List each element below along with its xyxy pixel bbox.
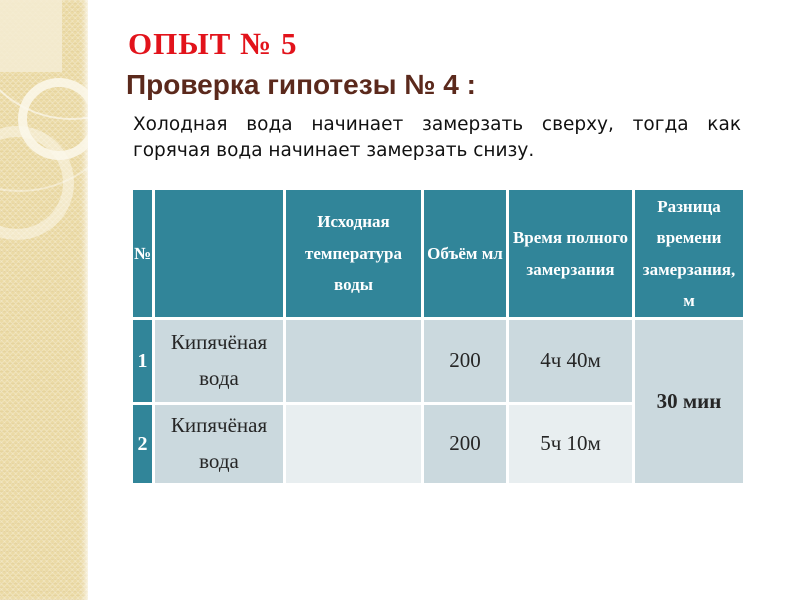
row1-water-type: Кипячёная вода xyxy=(155,320,283,402)
row2-water-type: Кипячёная вода xyxy=(155,405,283,483)
header-freeze-time: Время полного замерзания xyxy=(509,190,632,317)
header-time-difference: Разница времени замерзания, м xyxy=(635,190,743,317)
row1-initial-temperature xyxy=(286,320,421,402)
header-volume: Объём мл xyxy=(424,190,506,317)
header-initial-temperature: Исходная температура воды xyxy=(286,190,421,317)
table-header-row xyxy=(133,190,743,317)
header-water-type xyxy=(155,190,283,317)
table-row xyxy=(133,320,743,402)
decorative-sidebar xyxy=(0,0,88,600)
time-difference-cell: 30 мин xyxy=(635,320,743,483)
header-number: № xyxy=(133,190,152,317)
row2-volume: 200 xyxy=(424,405,506,483)
experiment-results-table xyxy=(130,187,746,486)
row2-number: 2 xyxy=(133,405,152,483)
row1-volume: 200 xyxy=(424,320,506,402)
row2-initial-temperature xyxy=(286,405,421,483)
row2-freeze-time: 5ч 10м xyxy=(509,405,632,483)
row1-number: 1 xyxy=(133,320,152,402)
row1-freeze-time: 4ч 40м xyxy=(509,320,632,402)
experiment-label: ОПЫТ № 5 xyxy=(128,26,298,61)
hypothesis-text: Холодная вода начинает замерзать сверху, тогда как горячая вода начинает замерзать снизу. xyxy=(133,114,741,162)
slide-title: Проверка гипотезы № 4 : xyxy=(126,69,476,100)
